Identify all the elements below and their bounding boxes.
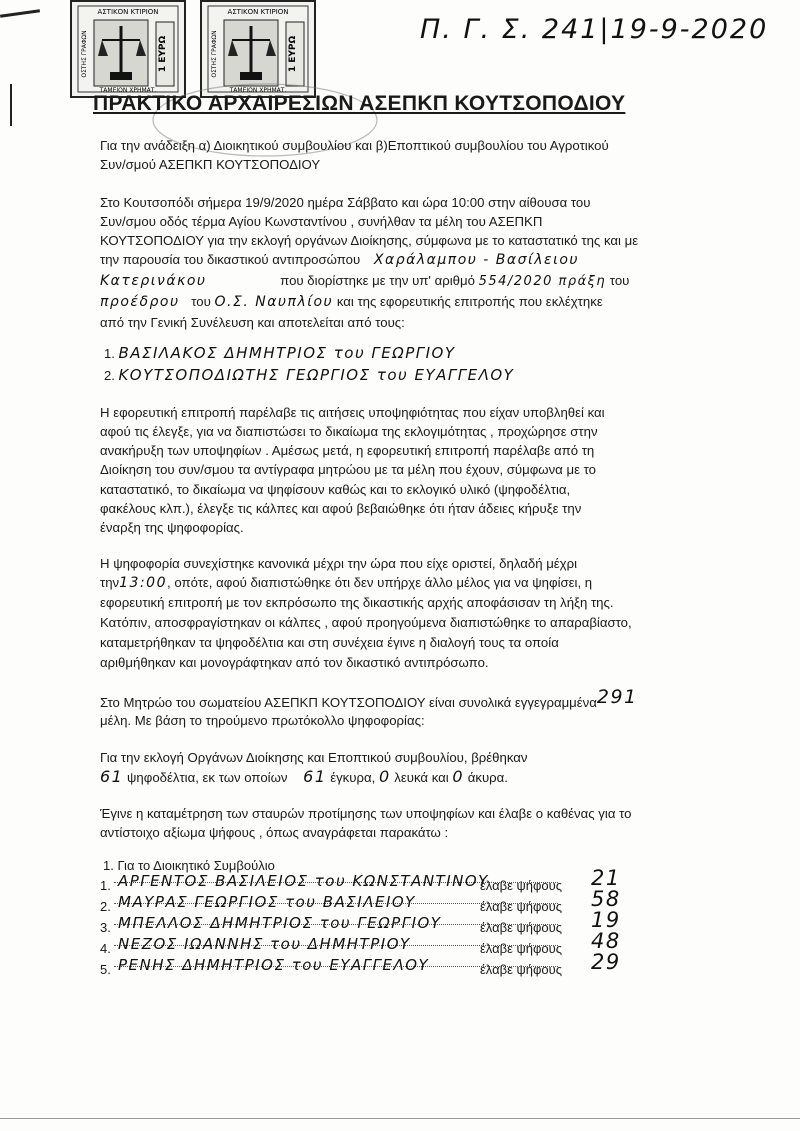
intro-line5-text: που διορίστηκε με την υπ' αριθμό <box>280 273 475 288</box>
votes-label: έλαβε ψήφους <box>480 878 563 893</box>
candidate-num: 2. <box>100 899 111 914</box>
candidate-name: ΜΑΥΡΑΣ ΓΕΩΡΓΙΟΣ του ΒΑΣΙΛΕΙΟΥ <box>118 893 416 911</box>
para6-line2: αντίστοιχο αξίωμα ψήφους , όπως αναγράφεται παρακάτω : <box>100 825 449 840</box>
para6-line1: Έγινε η καταμέτρηση των σταυρών προτίμησης των υποψηφίων και έλαβε ο καθένας για το <box>100 806 632 821</box>
candidate-num: 1. <box>100 878 111 893</box>
candidate-name: ΝΕΖΟΣ ΙΩΑΝΝΗΣ του ΔΗΜΗΤΡΙΟΥ <box>118 935 411 953</box>
votes-label: έλαβε ψήφους <box>480 899 563 914</box>
ballots-valid: 61 <box>303 767 327 786</box>
ballots-invalid: 0 <box>452 767 465 786</box>
para3-line2 <box>100 573 685 594</box>
para2-line2: αφού τις έλεγξε, για να διαπιστώσει το δικαίωμα της εκλογιμότητας , προχώρησε στην <box>100 424 598 439</box>
para3-line6: αριθμήθηκαν και μονογράφτηκαν από τον δικαστικό αντιπρόσωπο. <box>100 655 489 670</box>
votes-label: έλαβε ψήφους <box>480 962 563 977</box>
committee-member-name: ΒΑΣΙΛΑΚΟΣ ΔΗΜΗΤΡΙΟΣ του ΓΕΩΡΓΙΟΥ <box>118 344 456 362</box>
candidate-name: ΜΠΕΛΛΟΣ ΔΗΜΗΤΡΙΟΣ του ΓΕΩΡΓΙΟΥ <box>118 914 442 932</box>
court-name: Ο.Σ. Ναυπλίου <box>214 294 334 310</box>
intro-line6 <box>100 292 685 313</box>
votes-label: έλαβε ψήφους <box>480 941 563 956</box>
candidate-num: 5. <box>100 962 111 977</box>
committee-member-num: 1. <box>104 346 115 361</box>
candidate-votes: 29 <box>591 950 621 974</box>
stamp-bottom-text: ΤΑΜΕΙΟΝ ΧΡΗΜΑΤ. <box>99 87 157 94</box>
candidate-votes: 58 <box>591 887 621 911</box>
stamp-value-text: 1 ΕΥΡΩ <box>158 35 168 73</box>
intro-line1: Στο Κουτσοπόδι σήμερα 19/9/2020 ημέρα Σάββατο και ώρα 10:00 στην αίθουσα του <box>100 195 591 210</box>
para3-line4: Κατόπιν, αποσφραγίστηκαν οι κάλπες , αφού προηγούμενα διαπιστώθηκε το απαραβίαστο, <box>100 615 632 630</box>
ballots-label: ψηφοδέλτια, εκ των οποίων <box>127 770 288 785</box>
para2-line3: ανακήρυξη των υποψηφίων . Αμέσως μετά, η εφορευτική επιτροπή παρέλαβε από τη <box>100 443 595 458</box>
para2-line7: έναρξη της ψηφοφορίας. <box>100 520 244 535</box>
representative-surname: Κατερινάκου <box>100 273 207 289</box>
ballots-blank: 0 <box>378 767 391 786</box>
committee-member-num: 2. <box>104 368 115 383</box>
para3-line2-end: , οπότε, αφού διαπιστώθηκε ότι δεν υπήρχε άλλο μέλος για να ψηφίσει, η <box>167 575 593 590</box>
svg-text:1 ΕΥΡΩ: 1 ΕΥΡΩ <box>288 35 298 73</box>
para3-line3: εφορευτική επιτροπή με τον εκπρόσωπο της δικαστικής αρχής αποφάσισαν τη λήξη της. <box>100 595 614 610</box>
act-number: 554/2020 πράξη <box>478 274 607 289</box>
para5-line2 <box>100 767 685 788</box>
para3-line2-start: την <box>100 575 120 590</box>
invalid-label: άκυρα. <box>467 770 508 785</box>
para4-line1-text: Στο Μητρώο του σωματείου ΑΣΕΠΚΠ ΚΟΥΤΣΟΠΟΔΙΟΥ είναι συνολικά εγγεγραμμένα <box>100 695 597 710</box>
para2-line6: φακέλους κλπ.), έλεγξε τις κάλπες και αφού βεβαιώθηκε ότι ήταν άδειες κήρυξε την <box>100 501 582 516</box>
candidate-num: 3. <box>100 920 111 935</box>
para2-line4: Διοίκηση του συν/σμου τα αντίγραφα μητρώου με τα μέλη που έχουν, σύμφωνα με το <box>100 462 596 477</box>
intro-line5 <box>100 271 685 292</box>
committee-member-2 <box>104 366 514 384</box>
para2-line1: Η εφορευτική επιτροπή παρέλαβε τις αιτήσεις υποψηφιότητας που είχαν υποβληθεί και <box>100 405 605 420</box>
intro-line4 <box>100 250 685 271</box>
para5-line1: Για την εκλογή Οργάνων Διοίκησης και Εποπτικού συμβουλίου, βρέθηκαν <box>100 750 528 765</box>
scan-edge <box>0 1118 800 1119</box>
para3-line5: καταμετρήθηκαν τα ψηφοδέλτια και στη συνέχεια έγινε η διαλογή τους τα οποία <box>100 635 559 650</box>
svg-text:ΤΑΜΕΙΟΝ ΧΡΗΜΑΤ.: ΤΑΜΕΙΟΝ ΧΡΗΜΑΤ. <box>229 87 287 94</box>
intro-line6-tail: και της εφορευτικής επιτροπής που εκλέχτηκε <box>336 294 603 309</box>
margin-mark-top <box>0 9 40 18</box>
candidate-name: ΡΕΝΗΣ ΔΗΜΗΤΡΙΟΣ του ΕΥΑΓΓΕΛΟΥ <box>118 956 430 974</box>
svg-text:ΑΣΤΙΚΟΝ ΚΤΙΡΙΟΝ: ΑΣΤΙΚΟΝ ΚΤΙΡΙΟΝ <box>227 8 289 16</box>
intro-line6-text: του <box>191 294 211 309</box>
board-heading: 1. Για το Διοικητικό Συμβούλιο <box>103 858 275 873</box>
para4-line1 <box>100 686 720 713</box>
representative-name: Χαράλαμπου - Βασίλειου <box>373 252 580 268</box>
ballots-total: 61 <box>100 767 124 786</box>
intro-line7: από την Γενική Συνέλευση και αποτελείται από τους: <box>100 315 405 330</box>
candidate-votes: 19 <box>591 908 621 932</box>
candidate-name: ΑΡΓΕΝΤΟΣ ΒΑΣΙΛΕΙΟΣ του ΚΩΝΣΤΑΝΤΙΝΟΥ <box>118 872 489 890</box>
para4-line2: μέλη. Με βάση το τηρούμενο πρωτόκολλο ψηφοφορίας: <box>100 713 425 728</box>
subtitle-line1: Για την ανάδειξη α) Διοικητικού συμβουλίου και β)Εποπτικού συμβουλίου του Αγροτικού <box>100 138 609 153</box>
candidate-row <box>100 950 680 984</box>
handwritten-reference: Π. Γ. Σ. 241|19-9-2020 <box>420 14 769 45</box>
svg-text:ΟΣΤΗΣ ΓΡΑΦΩΝ: ΟΣΤΗΣ ΓΡΑΦΩΝ <box>211 30 218 78</box>
para3-line1: Η ψηφοφορία συνεχίστηκε κανονικά μέχρι την ώρα που είχε οριστεί, δηλαδή μέχρι <box>100 556 578 571</box>
stamp-side-text: ΟΣΤΗΣ ΓΡΑΦΩΝ <box>81 30 88 78</box>
valid-label: έγκυρα, <box>330 770 376 785</box>
stamp-top-text: ΑΣΤΙΚΟΝ ΚΤΙΡΙΟΝ <box>97 8 159 16</box>
president-word: προέδρου <box>100 294 180 310</box>
intro-line4-text: την παρουσία του δικαστικού αντιπροσώπου <box>100 252 361 267</box>
candidate-num: 4. <box>100 941 111 956</box>
closing-time: 13:00 <box>119 575 167 591</box>
blank-label: λευκά και <box>394 770 449 785</box>
candidate-votes: 48 <box>591 929 621 953</box>
votes-label: έλαβε ψήφους <box>480 920 563 935</box>
committee-member-1 <box>104 344 456 362</box>
intro-line3: ΚΟΥΤΣΟΠΟΔΙΟΥ για την εκλογή οργάνων Διοίκησης, σύμφωνα με το καταστατικό της και με <box>100 233 639 248</box>
intro-line5-tail: του <box>609 273 630 288</box>
para2-line5: καταστατικό, το δικαίωμα να ψηφίσουν καθώς και το εκλογικό υλικό (ψηφοδέλτια, <box>100 482 571 497</box>
intro-line2: Συν/σμου οδός τέρμα Αγίου Κωνσταντίνου , συνήλθαν τα μέλη του ΑΣΕΠΚΠ <box>100 214 543 229</box>
subtitle-line2: Συν/σμού ΑΣΕΠΚΠ ΚΟΥΤΣΟΠΟΔΙΟΥ <box>100 157 321 172</box>
committee-member-name: ΚΟΥΤΣΟΠΟΔΙΩΤΗΣ ΓΕΩΡΓΙΟΣ του ΕΥΑΓΓΕΛΟΥ <box>118 366 515 384</box>
registered-members-count: 291 <box>596 686 638 708</box>
page-title: ΠΡΑΚΤΙΚΟ ΑΡΧΑΙΡΕΣΙΩΝ ΑΣΕΠΚΠ ΚΟΥΤΣΟΠΟΔΙΟΥ <box>93 92 626 115</box>
candidate-votes: 21 <box>591 866 621 890</box>
margin-mark-left <box>10 84 12 126</box>
